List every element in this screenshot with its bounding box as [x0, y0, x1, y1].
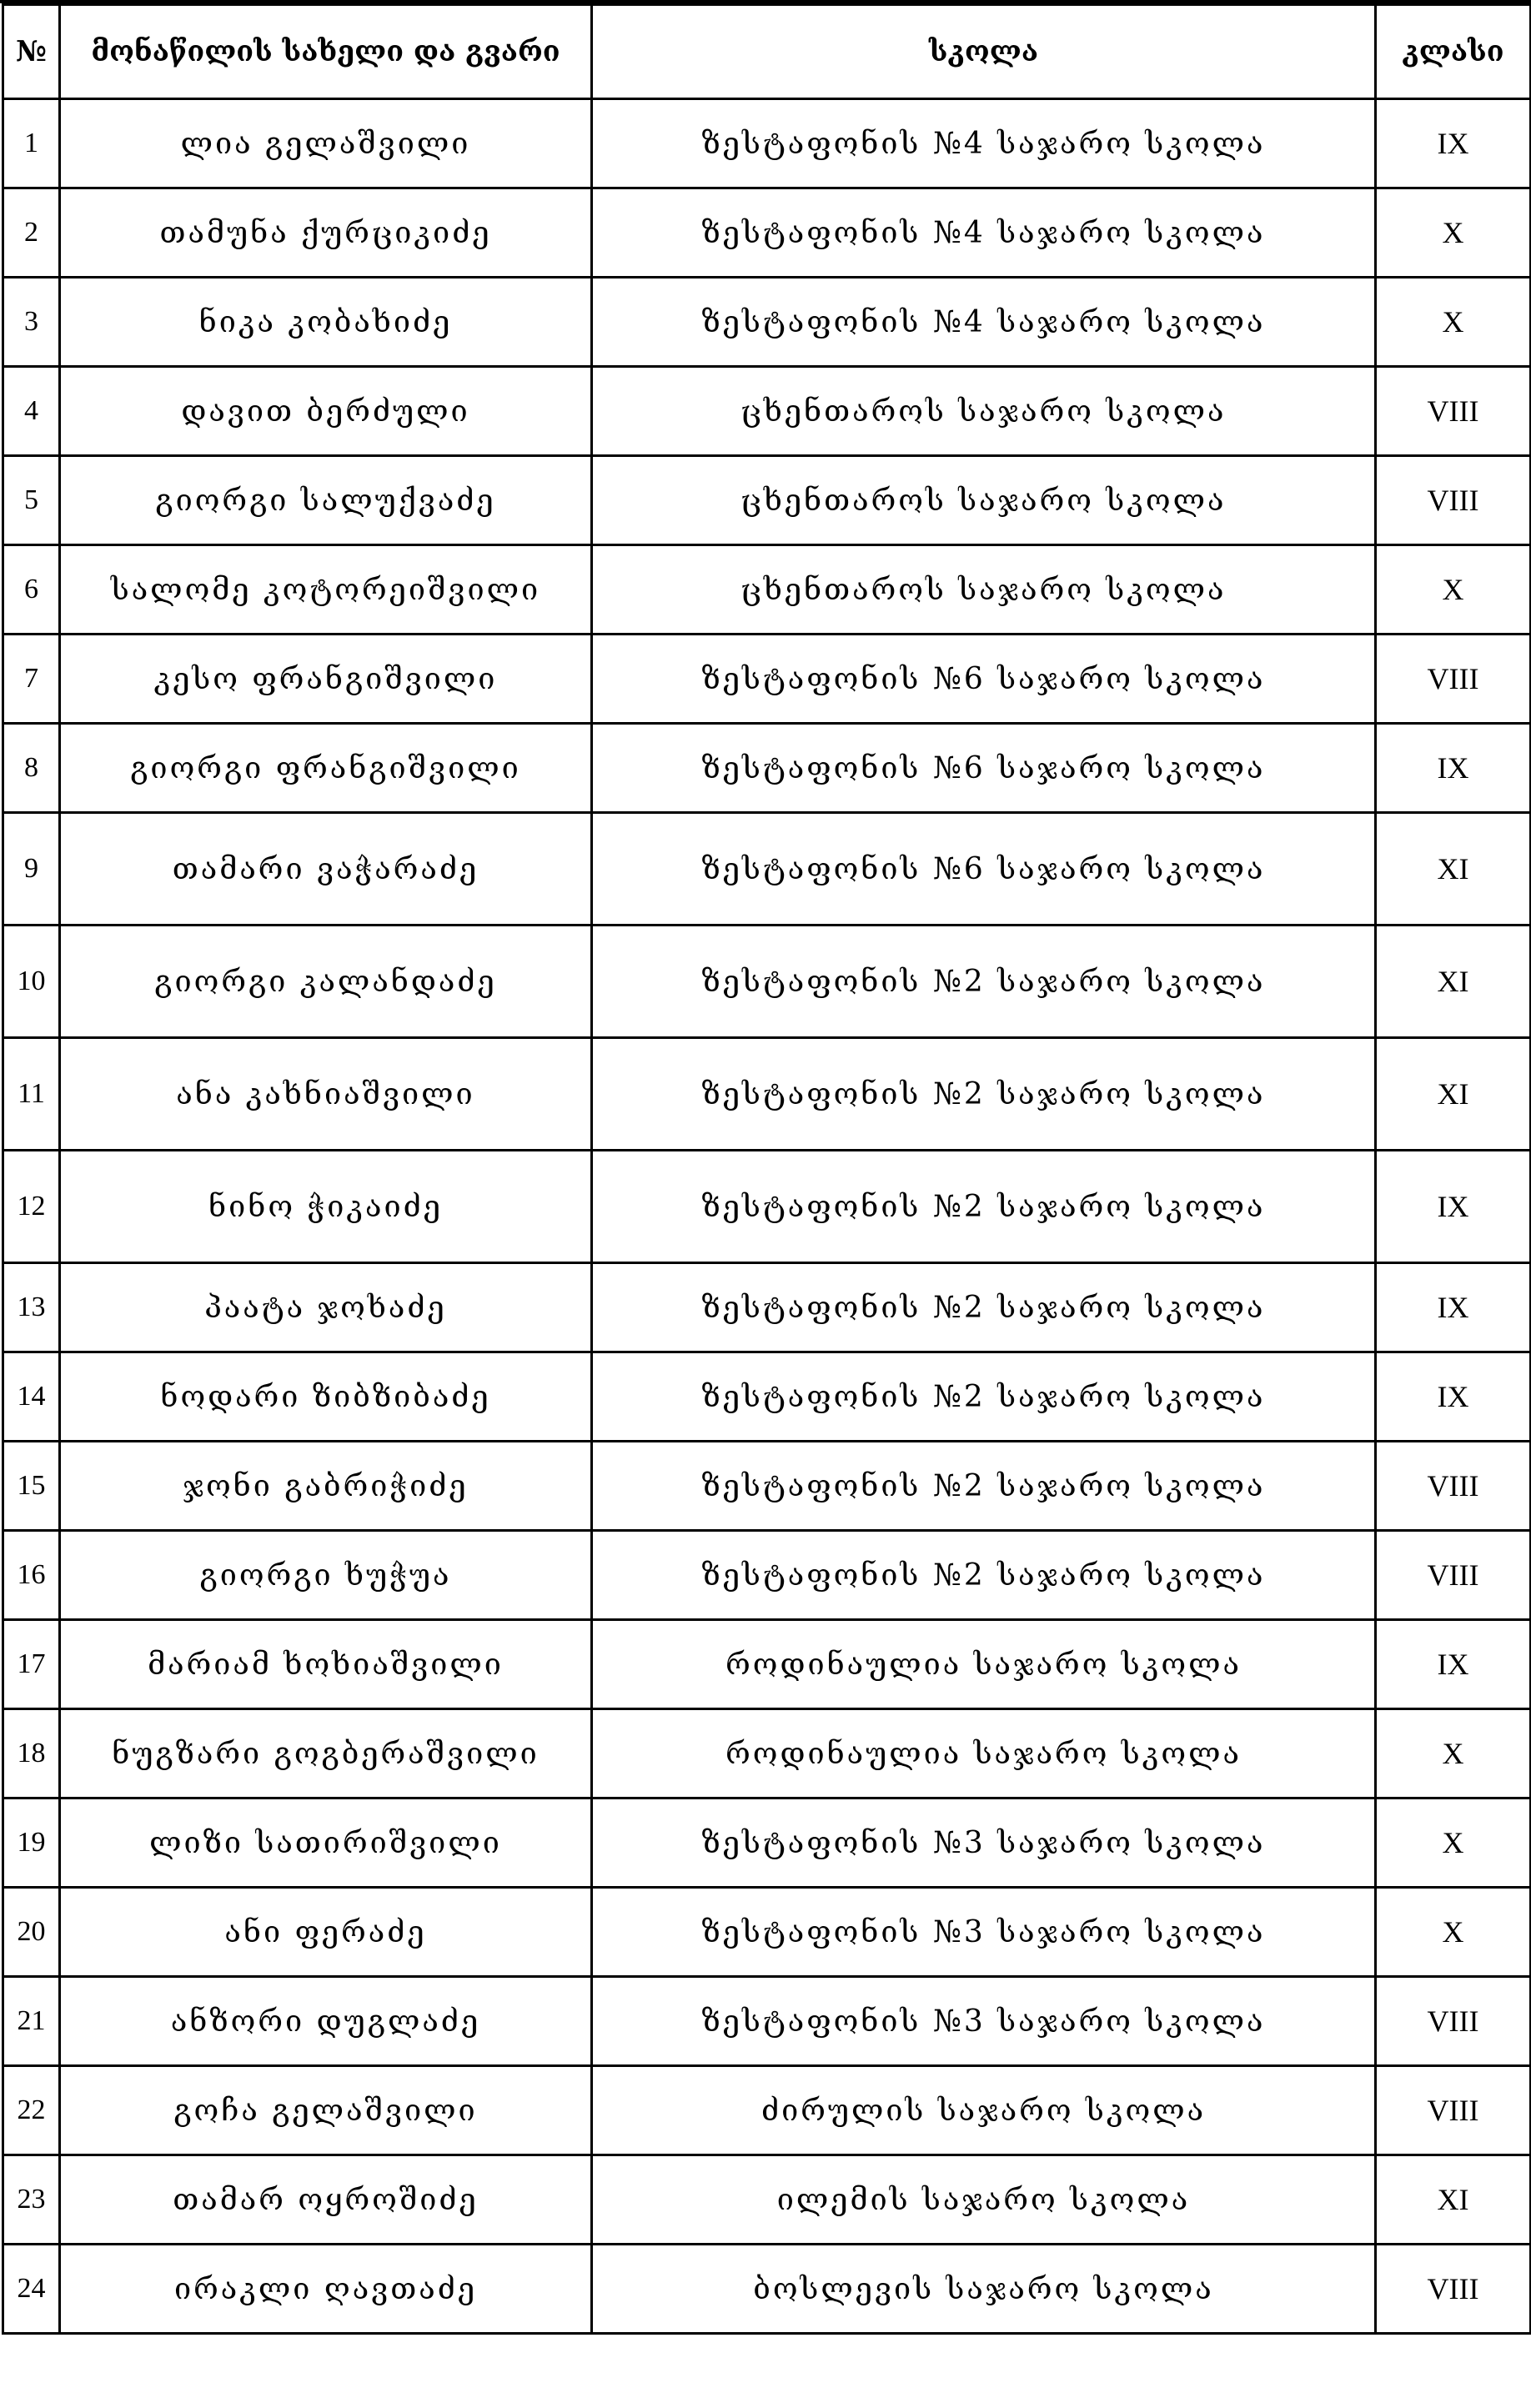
school-name: ზესტაფონის №3 საჯარო სკოლა: [592, 1888, 1376, 1977]
class-level: XI: [1376, 926, 1531, 1038]
table-row: [3, 278, 1531, 367]
school-name: ზესტაფონის №2 საჯარო სკოლა: [592, 1263, 1376, 1352]
participant-name: კესო ფრანგიშვილი: [60, 635, 592, 724]
class-level: IX: [1376, 724, 1531, 813]
participants-table: [2, 3, 1531, 2335]
class-level: X: [1376, 1709, 1531, 1798]
row-number: 24: [3, 2245, 60, 2334]
table-row: [3, 99, 1531, 188]
table-row: [3, 2245, 1531, 2334]
school-name: ზესტაფონის №2 საჯარო სკოლა: [592, 1151, 1376, 1263]
participant-name: ლია გელაშვილი: [60, 99, 592, 188]
table-row: [3, 813, 1531, 926]
participant-name: გიორგი ფრანგიშვილი: [60, 724, 592, 813]
class-level: VIII: [1376, 1442, 1531, 1531]
participant-name: ანზორი დუგლაძე: [60, 1977, 592, 2066]
participant-name: ნოდარი ზიბზიბაძე: [60, 1352, 592, 1442]
table-row: [3, 188, 1531, 278]
school-name: ზესტაფონის №4 საჯარო სკოლა: [592, 188, 1376, 278]
participant-name: გიორგი კალანდაძე: [60, 926, 592, 1038]
table-row: [3, 1263, 1531, 1352]
row-number: 17: [3, 1620, 60, 1709]
school-name: ზესტაფონის №2 საჯარო სკოლა: [592, 1038, 1376, 1151]
header-number: №: [3, 5, 60, 99]
table-row: [3, 926, 1531, 1038]
school-name: ზესტაფონის №4 საჯარო სკოლა: [592, 99, 1376, 188]
participant-name: ნუგზარი გოგბერაშვილი: [60, 1709, 592, 1798]
table-row: [3, 1620, 1531, 1709]
class-level: X: [1376, 1888, 1531, 1977]
header-school: სკოლა: [592, 5, 1376, 99]
school-name: ილემის საჯარო სკოლა: [592, 2155, 1376, 2245]
row-number: 18: [3, 1709, 60, 1798]
class-level: XI: [1376, 813, 1531, 926]
header-participant-name: მონაწილის სახელი და გვარი: [60, 5, 592, 99]
row-number: 22: [3, 2066, 60, 2155]
table-row: [3, 1798, 1531, 1888]
class-level: IX: [1376, 1352, 1531, 1442]
class-level: VIII: [1376, 635, 1531, 724]
class-level: IX: [1376, 1263, 1531, 1352]
participant-name: გიორგი სალუქვაძე: [60, 456, 592, 545]
school-name: ზესტაფონის №2 საჯარო სკოლა: [592, 1531, 1376, 1620]
row-number: 4: [3, 367, 60, 456]
table-row: [3, 456, 1531, 545]
class-level: VIII: [1376, 2066, 1531, 2155]
class-level: VIII: [1376, 2245, 1531, 2334]
row-number: 2: [3, 188, 60, 278]
class-level: IX: [1376, 99, 1531, 188]
row-number: 13: [3, 1263, 60, 1352]
row-number: 23: [3, 2155, 60, 2245]
school-name: ზესტაფონის №2 საჯარო სკოლა: [592, 926, 1376, 1038]
class-level: X: [1376, 1798, 1531, 1888]
row-number: 21: [3, 1977, 60, 2066]
row-number: 6: [3, 545, 60, 635]
table-row: [3, 1709, 1531, 1798]
table-row: [3, 1151, 1531, 1263]
school-name: ზესტაფონის №4 საჯარო სკოლა: [592, 278, 1376, 367]
table-row: [3, 367, 1531, 456]
participant-name: პაატა ჯოხაძე: [60, 1263, 592, 1352]
school-name: ბოსლევის საჯარო სკოლა: [592, 2245, 1376, 2334]
participant-name: ნიკა კობახიძე: [60, 278, 592, 367]
row-number: 12: [3, 1151, 60, 1263]
participant-name: გიორგი ხუჭუა: [60, 1531, 592, 1620]
participant-name: თამუნა ქურციკიძე: [60, 188, 592, 278]
class-level: VIII: [1376, 1531, 1531, 1620]
school-name: როდინაულია საჯარო სკოლა: [592, 1620, 1376, 1709]
participant-name: გოჩა გელაშვილი: [60, 2066, 592, 2155]
row-number: 1: [3, 99, 60, 188]
class-level: IX: [1376, 1620, 1531, 1709]
table-row: [3, 1531, 1531, 1620]
table-row: [3, 1352, 1531, 1442]
participant-name: თამარ ოყროშიძე: [60, 2155, 592, 2245]
table-row: [3, 545, 1531, 635]
row-number: 14: [3, 1352, 60, 1442]
table-row: [3, 1038, 1531, 1151]
class-level: IX: [1376, 1151, 1531, 1263]
row-number: 3: [3, 278, 60, 367]
participant-name: ნინო ჭიკაიძე: [60, 1151, 592, 1263]
school-name: ცხენთაროს საჯარო სკოლა: [592, 367, 1376, 456]
participant-name: სალომე კოტორეიშვილი: [60, 545, 592, 635]
row-number: 7: [3, 635, 60, 724]
row-number: 9: [3, 813, 60, 926]
table-row: [3, 1888, 1531, 1977]
participant-name: ჯონი გაბრიჭიძე: [60, 1442, 592, 1531]
class-level: XI: [1376, 1038, 1531, 1151]
school-name: ზესტაფონის №2 საჯარო სკოლა: [592, 1442, 1376, 1531]
row-number: 8: [3, 724, 60, 813]
class-level: XI: [1376, 2155, 1531, 2245]
participant-name: ირაკლი ღავთაძე: [60, 2245, 592, 2334]
class-level: X: [1376, 278, 1531, 367]
header-class: კლასი: [1376, 5, 1531, 99]
school-name: ძირულის საჯარო სკოლა: [592, 2066, 1376, 2155]
school-name: ზესტაფონის №6 საჯარო სკოლა: [592, 635, 1376, 724]
class-level: VIII: [1376, 456, 1531, 545]
row-number: 10: [3, 926, 60, 1038]
class-level: VIII: [1376, 367, 1531, 456]
row-number: 11: [3, 1038, 60, 1151]
school-name: როდინაულია საჯარო სკოლა: [592, 1709, 1376, 1798]
row-number: 5: [3, 456, 60, 545]
table-row: [3, 1442, 1531, 1531]
class-level: X: [1376, 188, 1531, 278]
table-row: [3, 2066, 1531, 2155]
participant-name: ლიზი სათირიშვილი: [60, 1798, 592, 1888]
class-level: X: [1376, 545, 1531, 635]
participant-name: დავით ბერძული: [60, 367, 592, 456]
row-number: 19: [3, 1798, 60, 1888]
row-number: 20: [3, 1888, 60, 1977]
participant-name: ანა კახნიაშვილი: [60, 1038, 592, 1151]
table-header-row: [3, 5, 1531, 99]
table-row: [3, 1977, 1531, 2066]
participant-name: მარიამ ხოხიაშვილი: [60, 1620, 592, 1709]
participant-name: ანი ფერაძე: [60, 1888, 592, 1977]
table-row: [3, 2155, 1531, 2245]
school-name: ცხენთაროს საჯარო სკოლა: [592, 456, 1376, 545]
school-name: ცხენთაროს საჯარო სკოლა: [592, 545, 1376, 635]
row-number: 16: [3, 1531, 60, 1620]
row-number: 15: [3, 1442, 60, 1531]
school-name: ზესტაფონის №6 საჯარო სკოლა: [592, 724, 1376, 813]
school-name: ზესტაფონის №2 საჯარო სკოლა: [592, 1352, 1376, 1442]
school-name: ზესტაფონის №6 საჯარო სკოლა: [592, 813, 1376, 926]
school-name: ზესტაფონის №3 საჯარო სკოლა: [592, 1798, 1376, 1888]
table-row: [3, 635, 1531, 724]
class-level: VIII: [1376, 1977, 1531, 2066]
school-name: ზესტაფონის №3 საჯარო სკოლა: [592, 1977, 1376, 2066]
participant-name: თამარი ვაჭარაძე: [60, 813, 592, 926]
table-row: [3, 724, 1531, 813]
